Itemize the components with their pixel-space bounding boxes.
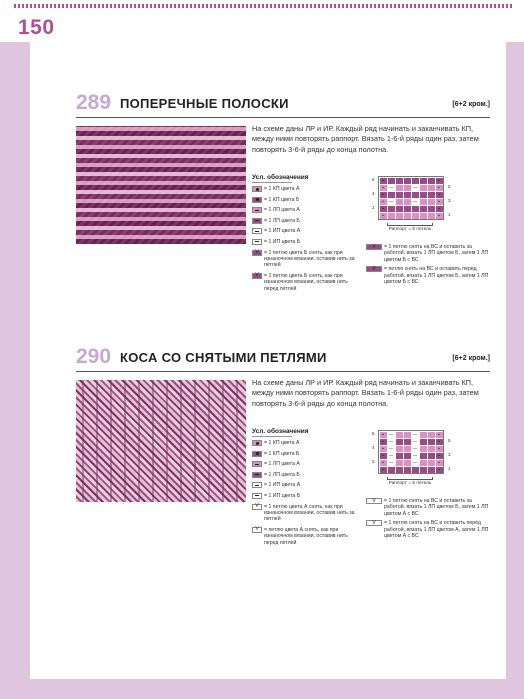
slip-stitch-icon: V — [372, 497, 376, 504]
legend — [252, 440, 360, 550]
slip-stitch-icon: V — [372, 519, 376, 526]
legend-text: = 1 ЛП цвета А — [264, 461, 300, 468]
chart-cell — [428, 192, 435, 198]
row-label — [448, 430, 451, 437]
chart-cell: • — [380, 460, 387, 466]
chart-cell — [388, 206, 395, 212]
legend-item — [252, 228, 360, 234]
chart-cell — [404, 206, 411, 212]
legend-item — [252, 273, 360, 292]
chart-cell — [420, 432, 427, 438]
row-label: 4 — [372, 445, 375, 450]
edge-stitch-icon — [256, 198, 259, 201]
row-label: 2 — [372, 459, 375, 464]
chart-cell: • — [436, 467, 443, 473]
legend-item — [252, 482, 360, 488]
chart-cell: — — [412, 185, 418, 190]
chart-cell — [428, 213, 435, 219]
legend-title: Усл. обозначения — [252, 428, 309, 435]
legend-item — [252, 239, 360, 245]
chart-cell: — — [388, 453, 394, 458]
chart-cell: • — [380, 446, 387, 452]
legend-symbol-swatch — [366, 266, 382, 272]
chart-cell — [428, 178, 435, 184]
chart-cell: — — [388, 432, 394, 437]
chart-cell: • — [436, 178, 443, 184]
section-number: 290 — [76, 345, 112, 368]
chart-row-labels-left — [372, 176, 375, 218]
section-header — [76, 346, 490, 372]
rapport-bracket — [387, 477, 433, 480]
knitting-sample-photo — [76, 126, 246, 244]
edge-stitch-icon — [256, 442, 259, 445]
legend-item — [252, 493, 360, 499]
row-label — [448, 176, 451, 183]
slip-stitch-icon: V — [255, 526, 259, 533]
section-title: ПОПЕРЕЧНЫЕ ПОЛОСКИ — [120, 96, 289, 111]
chart-cell — [396, 199, 403, 205]
legend-symbol-swatch — [252, 493, 262, 499]
chart-cell — [420, 199, 427, 205]
chart-cell: • — [380, 432, 387, 438]
chart-grid — [378, 176, 444, 220]
chart-cell — [396, 206, 403, 212]
chart-cell: — — [388, 199, 394, 204]
legend-symbol-swatch — [252, 461, 262, 467]
chart-cell — [428, 446, 435, 452]
section-rapport: [6+2 кром.] — [452, 355, 490, 362]
chart-cell — [404, 460, 411, 466]
chart-cell — [428, 185, 435, 191]
row-label — [372, 183, 375, 190]
chart-cell — [396, 185, 403, 191]
chart-cell — [420, 178, 427, 184]
cable-note-text: = 1 петлю снять на ВС и оставить перед работой, вязать 1 ЛП цветом А, затем 1 ЛП цветом А с ВС — [384, 520, 489, 539]
chart-cell — [420, 185, 427, 191]
left-frame — [0, 42, 30, 699]
legend-text: = 1 ЛП цвета А — [264, 207, 300, 214]
slip-stitch-icon: V — [255, 503, 259, 510]
edge-stitch-icon — [256, 452, 259, 455]
row-label: 6 — [372, 431, 375, 436]
chart-cell: • — [436, 213, 443, 219]
chart-cell — [404, 192, 411, 198]
header-dashed-rule — [14, 4, 514, 8]
knit-stitch-icon — [255, 485, 259, 486]
chart-grid — [378, 430, 444, 474]
chart-cell: • — [380, 439, 387, 445]
legend-text: = 1 ЛП цвета Б — [264, 217, 300, 224]
section-description: На схеме даны ЛР и ИР. Каждый ряд начинать и заканчивать КП, между ними повторять раппорт. Вязать 1-6-й ряды один раз, затем повторять 3-6-й ряды до конца полотна. — [252, 378, 479, 408]
legend-item — [252, 504, 360, 523]
chart-cell — [404, 446, 411, 452]
page-number: 150 — [18, 16, 55, 39]
chart-cell: — — [412, 460, 418, 465]
legend-text: = 1 петлю цвета Б снять, как при изнаночном вязании, оставив нить перед петлей — [264, 272, 348, 292]
row-label — [372, 451, 375, 458]
chart-cell — [396, 467, 403, 473]
chart-cell — [420, 192, 427, 198]
chart-cell — [388, 178, 395, 184]
chart-cell — [396, 446, 403, 452]
chart-cell: • — [436, 439, 443, 445]
row-label: 1 — [448, 212, 451, 217]
chart-cell: — — [388, 446, 394, 451]
chart-cell — [412, 178, 419, 184]
row-label: 5 — [448, 184, 451, 189]
row-label: 5 — [448, 438, 451, 443]
row-label — [448, 444, 451, 451]
section-title: КОСА СО СНЯТЫМИ ПЕТЛЯМИ — [120, 350, 327, 365]
chart-cell: • — [436, 199, 443, 205]
legend-text: = 1 КП цвета А — [264, 440, 300, 446]
slip-stitch-icon: V — [372, 243, 376, 250]
row-label: 3 — [448, 198, 451, 203]
chart-cell — [404, 432, 411, 438]
legend-item — [252, 197, 360, 203]
section-description: На схеме даны ЛР и ИР. Каждый ряд начинать и заканчивать КП, между ними повторять раппорт. Вязать 1-6-й ряды один раз, затем повторять 3-6-й ряды до конца полотна. — [252, 124, 479, 154]
chart-cell: • — [436, 460, 443, 466]
chart-cell: • — [380, 453, 387, 459]
legend-symbol-swatch — [366, 520, 382, 526]
row-label — [372, 211, 375, 218]
chart-cell — [412, 206, 419, 212]
chart-cell — [420, 206, 427, 212]
chart-cell — [388, 467, 395, 473]
chart-cell — [404, 439, 411, 445]
page-header — [0, 0, 524, 42]
chart-cell — [420, 213, 427, 219]
row-label: 4 — [372, 191, 375, 196]
chart-cell: — — [388, 185, 394, 190]
rapport-bracket — [387, 223, 433, 226]
chart-cell: • — [436, 446, 443, 452]
knit-stitch-icon — [255, 220, 259, 221]
chart-cell: • — [436, 185, 443, 191]
chart-cell: — — [388, 460, 394, 465]
right-frame — [506, 42, 524, 699]
row-label — [372, 197, 375, 204]
chart-cell — [412, 213, 419, 219]
row-label — [372, 437, 375, 444]
chart-cell: — — [412, 453, 418, 458]
section-number: 289 — [76, 91, 112, 114]
legend-text: = 1 ЛП цвета Б — [264, 471, 300, 478]
chart-cell — [396, 432, 403, 438]
chart-cell — [396, 192, 403, 198]
cable-notes — [366, 498, 490, 543]
chart-cell — [404, 213, 411, 219]
chart-cell — [404, 199, 411, 205]
chart-cell — [404, 453, 411, 459]
chart-cell — [420, 460, 427, 466]
pattern-section-290 — [76, 346, 490, 596]
row-label: 3 — [448, 452, 451, 457]
chart-cell — [428, 467, 435, 473]
legend-item — [252, 218, 360, 224]
legend-symbol-swatch — [252, 239, 262, 245]
knit-stitch-icon — [255, 241, 259, 242]
cable-note-text: = 1 петлю снять на ВС и оставить за работой, вязать 1 ЛП цветом Б, затем 1 ЛП цветом А с ВС — [384, 498, 489, 517]
legend-symbol-swatch — [252, 228, 262, 234]
row-label — [448, 204, 451, 211]
legend-symbol-swatch — [252, 207, 262, 213]
edge-stitch-icon — [256, 188, 259, 191]
legend-text: = 1 ИП цвета Б — [264, 492, 301, 499]
legend-text: = 1 КП цвета Б — [264, 196, 300, 203]
legend-symbol-swatch — [252, 218, 262, 224]
chart-cell — [428, 460, 435, 466]
legend-symbol-swatch — [252, 440, 262, 446]
chart-cell: • — [380, 192, 387, 198]
slip-stitch-icon: V — [255, 272, 259, 279]
section-rapport: [6+2 кром.] — [452, 101, 490, 108]
legend-text: = 1 петлю цвета А снять, как при изнаночном вязании, оставив нить за петлей — [264, 503, 355, 523]
chart-cell: • — [380, 206, 387, 212]
legend-title: Усл. обозначения — [252, 174, 309, 181]
chart-cell — [428, 432, 435, 438]
legend-text: = 1 ИП цвета Б — [264, 238, 301, 245]
section-header — [76, 92, 490, 118]
legend-text: = 1 петлю цвета Б снять, как при изнаночном вязании, оставив нить за петлей — [264, 249, 355, 269]
chart-cell — [428, 453, 435, 459]
knitting-sample-photo — [76, 380, 246, 502]
chart-cell: • — [380, 185, 387, 191]
legend-text: = петлю цвета А снять, как при изнаночном вязании, оставив нить перед петлей — [264, 526, 348, 546]
knitting-chart — [372, 176, 451, 232]
legend-symbol-swatch — [252, 482, 262, 488]
row-label — [448, 190, 451, 197]
row-label: 1 — [448, 466, 451, 471]
chart-cell — [420, 446, 427, 452]
legend-item — [252, 186, 360, 192]
cable-note — [366, 498, 490, 517]
cable-note-text: = петлю снять на ВС и оставить перед работой, вязать 1 ЛП цветом Б, затем 1 ЛП цветом Б с ВС — [384, 266, 489, 285]
legend-symbol-swatch — [252, 451, 262, 457]
chart-cell — [388, 192, 395, 198]
rapport-label: Раппорт = 6 петель — [388, 227, 432, 232]
knitting-chart — [372, 430, 451, 486]
chart-cell — [396, 213, 403, 219]
legend-item — [252, 527, 360, 546]
legend-text: = 1 ИП цвета А — [264, 228, 301, 235]
chart-cell: — — [388, 439, 394, 444]
chart-cell — [404, 467, 411, 473]
chart-cell: • — [436, 432, 443, 438]
chart-cell — [404, 178, 411, 184]
knit-stitch-icon — [255, 231, 259, 232]
chart-cell — [420, 453, 427, 459]
legend-text: = 1 ИП цвета А — [264, 482, 301, 489]
legend-text: = 1 КП цвета А — [264, 186, 300, 192]
chart-cell — [412, 192, 419, 198]
slip-stitch-icon: V — [372, 265, 376, 272]
chart-row-labels-right — [448, 176, 451, 218]
legend — [252, 186, 360, 296]
chart-cell — [396, 439, 403, 445]
slip-stitch-icon: V — [255, 249, 259, 256]
knit-stitch-icon — [255, 495, 259, 496]
chart-cell — [396, 178, 403, 184]
chart-cell: • — [436, 206, 443, 212]
knit-stitch-icon — [255, 474, 259, 475]
legend-symbol-swatch — [252, 273, 262, 279]
chart-cell: — — [412, 439, 418, 444]
chart-cell — [412, 467, 419, 473]
chart-cell — [428, 439, 435, 445]
cable-note — [366, 520, 490, 539]
legend-symbol-swatch — [252, 504, 262, 510]
chart-row-labels-left — [372, 430, 375, 472]
legend-symbol-swatch — [252, 472, 262, 478]
chart-cell — [428, 199, 435, 205]
legend-item — [252, 250, 360, 269]
chart-cell: — — [412, 199, 418, 204]
legend-symbol-swatch — [366, 244, 382, 250]
chart-cell — [420, 467, 427, 473]
cable-note — [366, 244, 490, 263]
chart-cell — [388, 213, 395, 219]
chart-cell: — — [412, 446, 418, 451]
knit-stitch-icon — [255, 464, 259, 465]
chart-cell — [396, 460, 403, 466]
cable-note-text: = 1 петлю снять на ВС и оставить за работой, вязать 1 ЛП цветом Б, затем 1 ЛП цветом Б с ВС — [384, 244, 489, 263]
legend-symbol-swatch — [252, 197, 262, 203]
legend-item — [252, 461, 360, 467]
legend-symbol-swatch — [252, 250, 262, 256]
pattern-section-289 — [76, 92, 490, 312]
chart-cell: • — [380, 213, 387, 219]
row-label: 6 — [372, 177, 375, 182]
chart-cell: • — [380, 467, 387, 473]
legend-symbol-swatch — [366, 498, 382, 504]
legend-item — [252, 207, 360, 213]
bottom-frame — [0, 679, 524, 699]
chart-cell — [420, 439, 427, 445]
legend-item — [252, 472, 360, 478]
legend-item — [252, 440, 360, 446]
rapport-label: Раппорт = 6 петель — [388, 481, 432, 486]
chart-cell: • — [436, 192, 443, 198]
legend-text: = 1 КП цвета Б — [264, 450, 300, 457]
cable-notes — [366, 244, 490, 289]
legend-symbol-swatch — [252, 186, 262, 192]
chart-cell: • — [380, 199, 387, 205]
chart-cell — [428, 206, 435, 212]
chart-cell: • — [380, 178, 387, 184]
cable-note — [366, 266, 490, 285]
row-label — [372, 465, 375, 472]
row-label — [448, 458, 451, 465]
knit-stitch-icon — [255, 210, 259, 211]
chart-cell — [396, 453, 403, 459]
chart-cell: — — [412, 432, 418, 437]
chart-cell: • — [436, 453, 443, 459]
legend-symbol-swatch — [252, 527, 262, 533]
legend-item — [252, 451, 360, 457]
chart-row-labels-right — [448, 430, 451, 472]
row-label: 2 — [372, 205, 375, 210]
chart-cell — [404, 185, 411, 191]
